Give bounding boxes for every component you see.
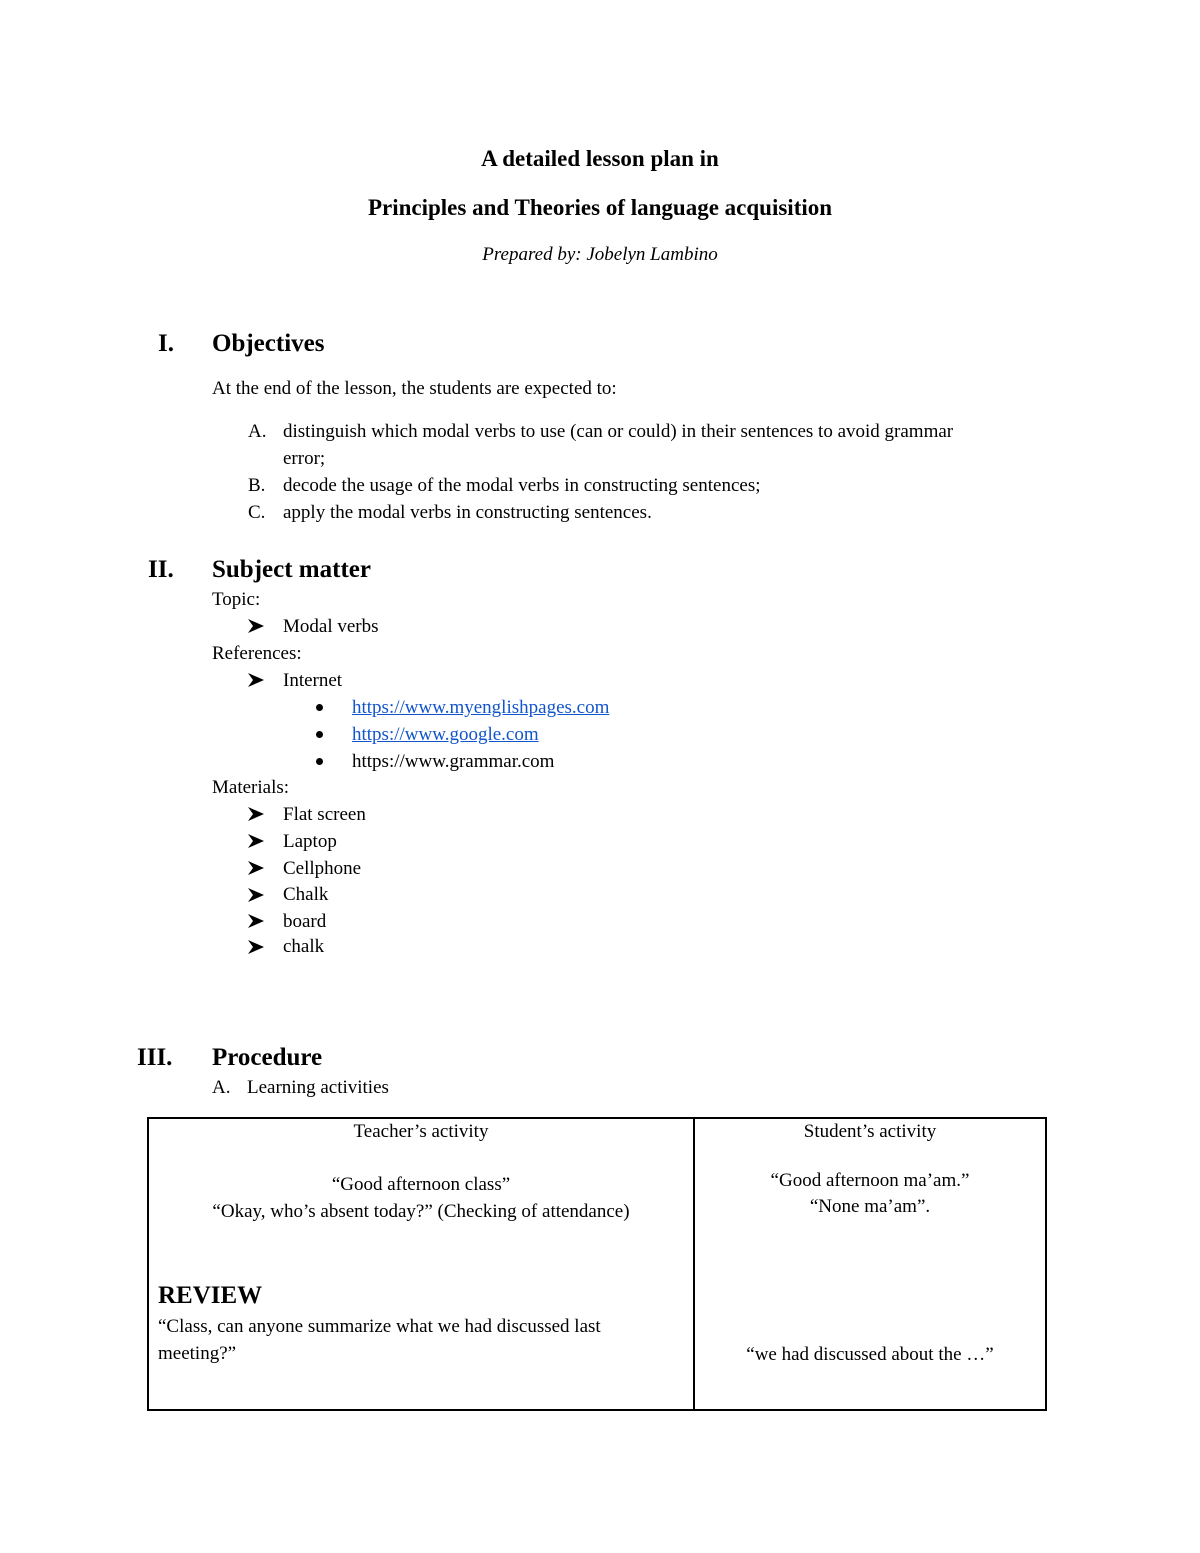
learning-activities-table xyxy=(147,1117,1047,1411)
student-greeting: “Good afternoon ma’am.” xyxy=(770,1170,970,1191)
references-item: Internet xyxy=(283,670,343,691)
materials-label: Materials: xyxy=(212,777,290,798)
section-title-procedure: Procedure xyxy=(212,1044,323,1071)
material-item: chalk xyxy=(283,936,325,957)
arrow-bullet-icon xyxy=(247,806,265,822)
arrow-bullet-icon xyxy=(247,860,265,876)
section-numeral-objectives: I. xyxy=(158,330,174,357)
arrow-bullet-icon xyxy=(247,833,265,849)
table-column-divider xyxy=(693,1117,695,1411)
dot-bullet-icon xyxy=(316,758,323,765)
section-numeral-subject-matter: II. xyxy=(148,556,174,583)
teacher-activity-header: Teacher’s activity xyxy=(353,1121,489,1142)
material-item: board xyxy=(283,911,327,932)
arrow-bullet-icon xyxy=(247,913,265,929)
objective-c-text: apply the modal verbs in constructing sentences. xyxy=(283,502,652,523)
arrow-bullet-icon xyxy=(247,939,265,955)
arrow-bullet-icon xyxy=(247,672,265,688)
reference-text-grammar: https://www.grammar.com xyxy=(352,751,555,772)
references-label: References: xyxy=(212,643,302,664)
section-title-objectives: Objectives xyxy=(212,330,325,357)
procedure-sub-marker: A. xyxy=(212,1077,231,1098)
material-item: Flat screen xyxy=(283,804,366,825)
arrow-bullet-icon xyxy=(247,887,265,903)
material-item: Chalk xyxy=(283,884,329,905)
arrow-bullet-icon xyxy=(247,618,265,634)
objective-marker-c: C. xyxy=(248,502,266,523)
reference-link-google[interactable]: https://www.google.com xyxy=(352,724,539,745)
objective-marker-a: A. xyxy=(248,421,267,442)
student-activity-header: Student’s activity xyxy=(803,1121,937,1142)
material-item: Cellphone xyxy=(283,858,362,879)
document-title-line2: Principles and Theories of language acquisition xyxy=(367,195,833,220)
objective-a-line1: distinguish which modal verbs to use (can or could) in their sentences to avoid grammar xyxy=(283,421,954,442)
dot-bullet-icon xyxy=(316,731,323,738)
material-item: Laptop xyxy=(283,831,337,852)
section-numeral-procedure: III. xyxy=(137,1044,173,1071)
review-question-line2: meeting?” xyxy=(158,1343,237,1364)
student-attendance: “None ma’am”. xyxy=(809,1196,931,1217)
objectives-intro: At the end of the lesson, the students are expected to: xyxy=(212,378,617,399)
prepared-by: Prepared by: Jobelyn Lambino xyxy=(482,244,718,265)
teacher-attendance: “Okay, who’s absent today?” (Checking of attendance) xyxy=(212,1201,630,1222)
document-title-line1: A detailed lesson plan in xyxy=(481,146,719,171)
objective-a-line2: error; xyxy=(283,448,326,469)
dot-bullet-icon xyxy=(316,704,323,711)
topic-item: Modal verbs xyxy=(283,616,379,637)
section-title-subject-matter: Subject matter xyxy=(212,556,371,583)
objective-marker-b: B. xyxy=(248,475,266,496)
teacher-greeting: “Good afternoon class” xyxy=(331,1174,511,1195)
objective-b-text: decode the usage of the modal verbs in constructing sentences; xyxy=(283,475,761,496)
review-question-line1: “Class, can anyone summarize what we had discussed last xyxy=(158,1316,601,1337)
reference-link-myenglishpages[interactable]: https://www.myenglishpages.com xyxy=(352,697,610,718)
student-review-answer: “we had discussed about the …” xyxy=(746,1344,994,1365)
procedure-sub-title: Learning activities xyxy=(247,1077,389,1098)
review-heading: REVIEW xyxy=(158,1282,263,1309)
topic-label: Topic: xyxy=(212,589,261,610)
